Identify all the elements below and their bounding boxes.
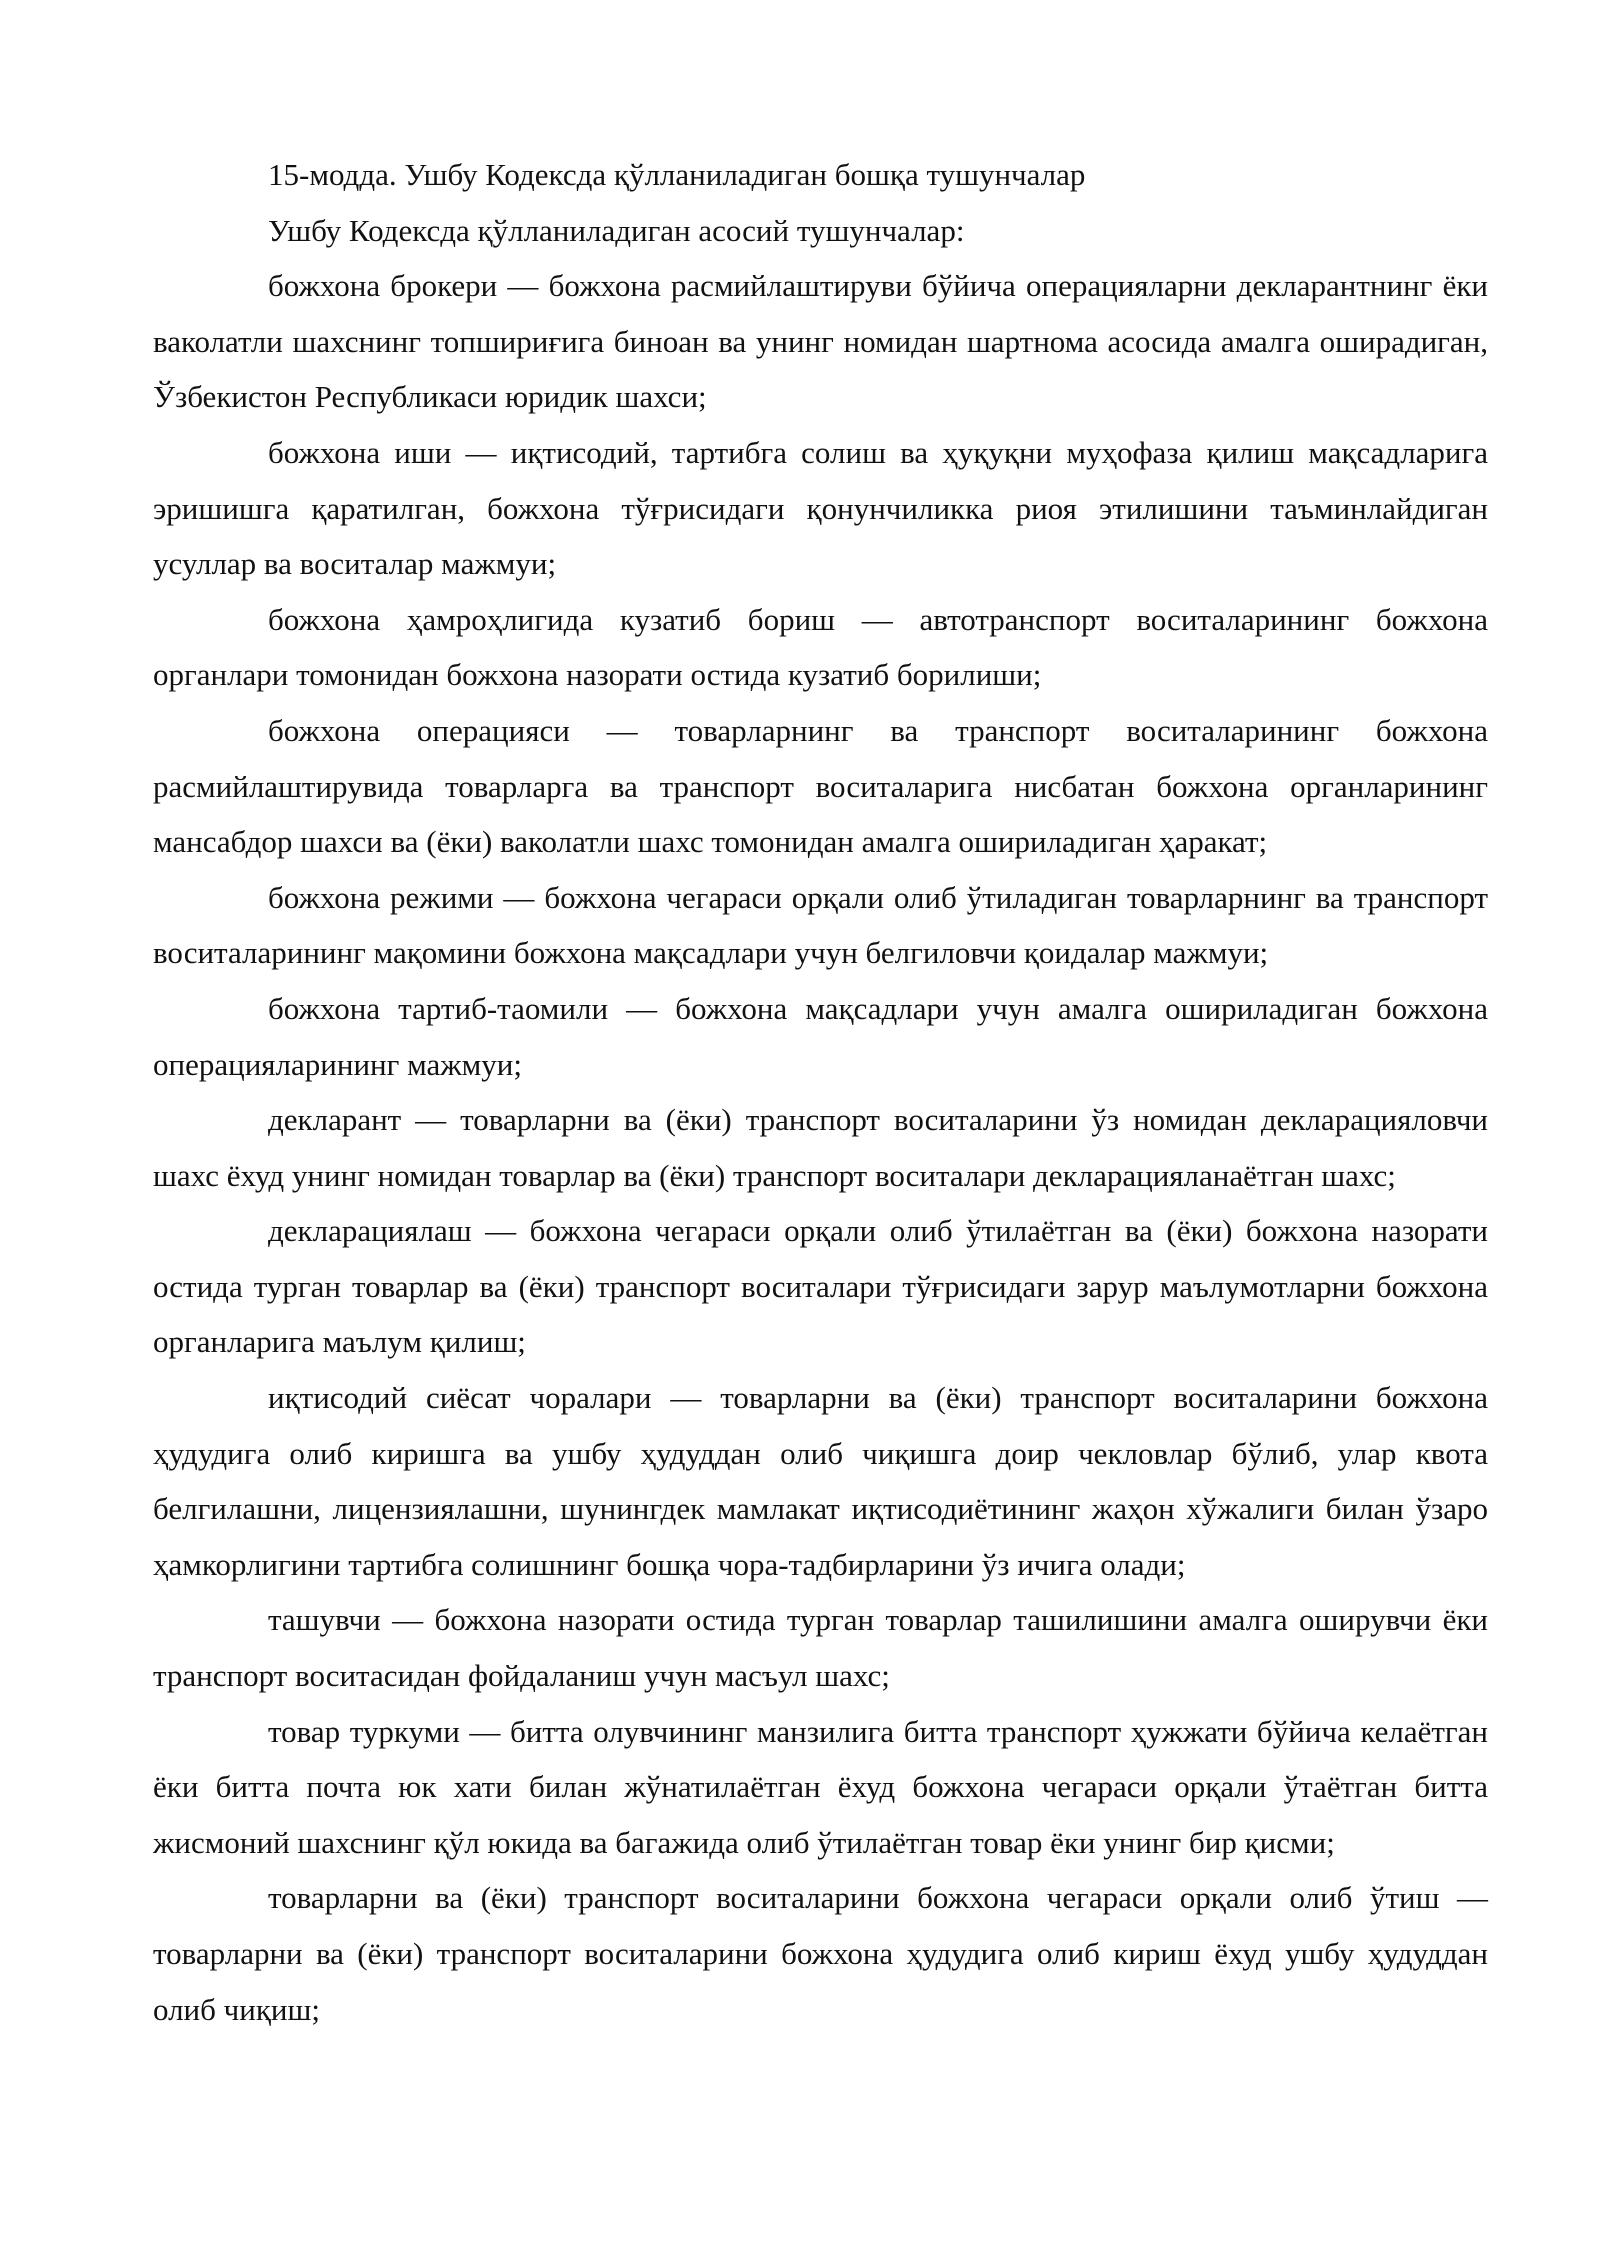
article-heading: 15-модда. Ушбу Кодексда қўлланиладиган бошқа тушунчалар xyxy=(268,157,1086,192)
definition-paragraph: декларант — товарларни ва (ёки) транспорт воситаларини ўз номидан декларацияловчи шахс ёхуд унинг номидан товарлар ва (ёки) транспорт воситалари декларацияланаётган шахс; xyxy=(153,1102,1488,1193)
definition-paragraph: ташувчи — божхона назорати остида турган товарлар ташилишини амалга оширувчи ёки транспорт воситасидан фойдаланиш учун масъул шахс; xyxy=(153,1602,1488,1694)
definition-paragraph: товар туркуми — битта олувчининг манзилига битта транспорт ҳужжати бўйича келаётган ёки битта почта юк хати билан жўнатилаётган ёхуд божхона чегараси орқали ўтаётган битта жисмоний шахснинг қўл юкида ва багажида олиб ўтилаётган товар ёки унинг бир қисми; xyxy=(153,1713,1488,1860)
definition-paragraph: божхона брокери — божхона расмийлаштируви бўйича операцияларни декларантнинг ёки ваколатли шахснинг топшириғига биноан ва унинг номидан шартнома асосида амалга оширадиган, Ўзбекистон Республикаси юридик шахси; xyxy=(153,268,1488,415)
definition-paragraph: иқтисодий сиёсат чоралари — товарларни ва (ёки) транспорт воситаларини божхона ҳудудига олиб киришга ва ушбу ҳудуддан олиб чиқишга доир чекловлар бўлиб, улар квота белгилашни, лицензиялашни, шунингдек мамлакат иқтисодиётининг жаҳон хўжалиги билан ўзаро ҳамкорлигини тартибга солишнинг бошқа чора-тадбирларини ўз ичига олади; xyxy=(153,1380,1488,1582)
definition-paragraph: товарларни ва (ёки) транспорт воситаларини божхона чегараси орқали олиб ўтиш — товарларни ва (ёки) транспорт воситаларини божхона ҳудудига олиб кириш ёхуд ушбу ҳудуддан олиб чиқиш; xyxy=(153,1880,1488,2027)
definition-paragraph: божхона операцияси — товарларнинг ва транспорт воситаларининг божхона расмийлаштирувида товарларга ва транспорт воситаларига нисбатан божхона органларининг мансабдор шахси ва (ёки) ваколатли шахс томонидан амалга ошириладиган ҳаракат; xyxy=(153,712,1488,860)
definition-paragraph: декларациялаш — божхона чегараси орқали олиб ўтилаётган ва (ёки) божхона назорати остида турган товарлар ва (ёки) транспорт воситалари тўғрисидаги зарур маълумотларни божхона органларига маълум қилиш; xyxy=(153,1213,1488,1360)
definition-paragraph: божхона режими — божхона чегараси орқали олиб ўтиладиган товарларнинг ва транспорт воситаларининг мақомини божхона мақсадлари учун белгиловчи қоидалар мажмуи; xyxy=(153,879,1488,971)
definition-paragraph: божхона тартиб-таомили — божхона мақсадлари учун амалга ошириладиган божхона операцияларининг мажмуи; xyxy=(153,990,1488,1082)
intro-paragraph: Ушбу Кодексда қўлланиладиган асосий тушунчалар: xyxy=(268,212,965,248)
definition-paragraph: божхона иши — иқтисодий, тартибга солиш ва ҳуқуқни муҳофаза қилиш мақсадларига эришишга қаратилган, божхона тўғрисидаги қонунчиликка риоя этилишини таъминлайдиган усуллар ва воситалар мажмуи; xyxy=(153,434,1488,582)
definition-paragraph: божхона ҳамроҳлигида кузатиб бориш — автотранспорт воситаларининг божхона органлари томонидан божхона назорати остида кузатиб борилиши; xyxy=(153,601,1488,693)
document-body xyxy=(153,147,1488,2037)
